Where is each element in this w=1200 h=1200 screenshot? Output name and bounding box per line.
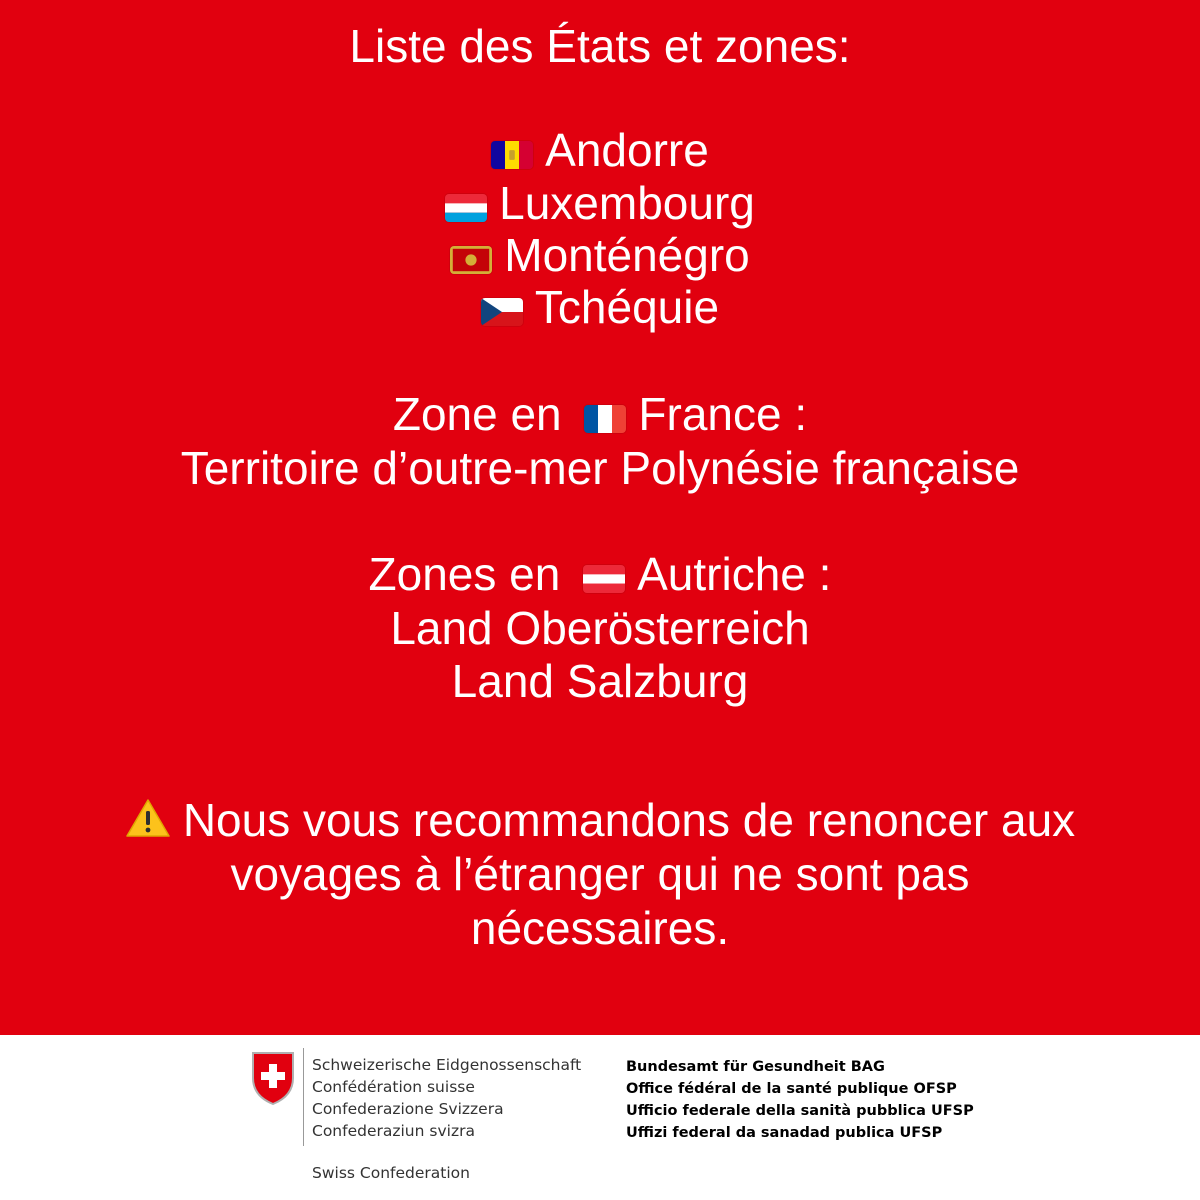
confederation-name: Confederaziun svizra [312, 1122, 475, 1140]
footer [0, 1035, 1200, 1200]
confederation-name: Confédération suisse [312, 1078, 475, 1096]
confederation-names [312, 1054, 581, 1142]
country-item [0, 281, 1200, 333]
france-title [0, 388, 1200, 440]
flag-czechia-icon [481, 298, 523, 326]
france-title-country: France : [638, 388, 808, 440]
warning-text: voyages à l’étranger qui ne sont pas [230, 848, 970, 900]
flag-montenegro-icon [450, 246, 492, 274]
office-name: Bundesamt für Gesundheit BAG [626, 1059, 885, 1075]
footer-divider [303, 1048, 304, 1146]
office-name: Office fédéral de la santé publique OFSP [626, 1081, 957, 1097]
swiss-confederation-label: Swiss Confederation [312, 1164, 470, 1182]
confederation-name: Schweizerische Eidgenossenschaft [312, 1056, 582, 1074]
flag-andorra-icon [491, 141, 533, 169]
country-name: Andorre [545, 124, 709, 176]
austria-zone: Land Salzburg [451, 655, 749, 707]
country-item [0, 124, 1200, 176]
list-heading: Liste des États et zones: [349, 20, 851, 72]
france-title-prefix: Zone en [392, 388, 562, 440]
country-item [0, 229, 1200, 281]
swiss-shield-icon [250, 1050, 296, 1106]
austria-title-country: Autriche : [637, 548, 832, 600]
warning-text: nécessaires. [470, 902, 730, 954]
country-item [0, 177, 1200, 229]
flag-france-icon [584, 405, 626, 433]
office-name: Uffizi federal da sanadad publica UFSP [626, 1125, 943, 1141]
france-zone: Territoire d’outre-mer Polynésie française [180, 442, 1020, 494]
flag-luxembourg-icon [445, 194, 487, 222]
warning-text: Nous vous recommandons de renoncer aux [182, 794, 1076, 846]
flag-austria-icon [583, 565, 625, 593]
office-name: Ufficio federale della sanità pubblica UFSP [626, 1103, 974, 1119]
austria-zone: Land Oberösterreich [390, 602, 810, 654]
warning-line [0, 794, 1200, 846]
country-name: Monténégro [504, 229, 750, 281]
austria-title [0, 548, 1200, 600]
austria-title-prefix: Zones en [368, 548, 561, 600]
confederation-name: Confederazione Svizzera [312, 1100, 504, 1118]
country-name: Luxembourg [499, 177, 755, 229]
warning-icon [125, 798, 171, 838]
office-names [626, 1056, 974, 1144]
country-name: Tchéquie [534, 281, 720, 333]
